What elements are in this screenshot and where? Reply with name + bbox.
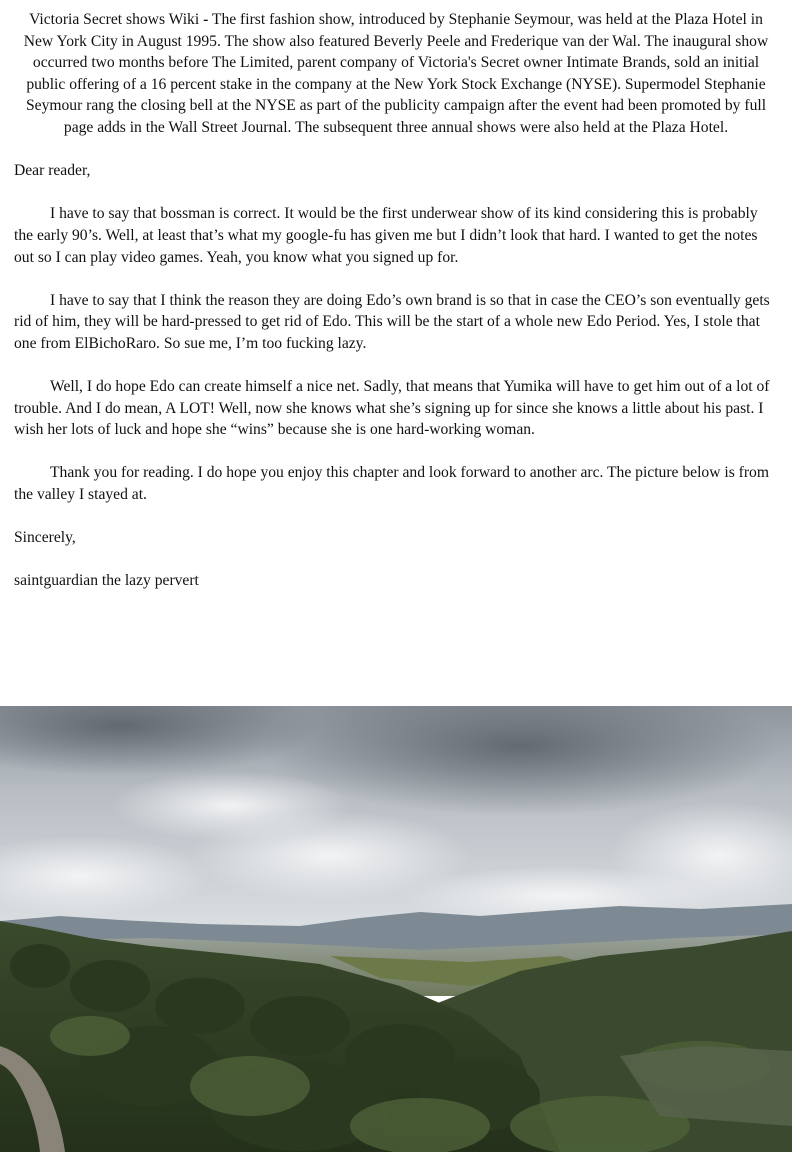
wiki-text: The first fashion show, introduced by Stephanie Seymour, was held at the Plaza Hotel in New York City in August 1995. The show also featured Beverly Peele and Frederique van der Wal. The inaugural show occurred two months before The Limited, parent company of Victoria's Secret owner Intimate Brands, sold an initial public offering of a 16 percent stake in the company at the New York Stock Exchange (NYSE). Supermodel Stephanie Seymour rang the closing bell at the NYSE as part of the publicity campaign after the event had been promoted by full page adds in the Wall Street Journal. The subsequent three annual shows were also held at the Plaza Hotel. (23, 11, 769, 136)
letter-signature: saintguardian the lazy pervert (14, 572, 199, 590)
valley-landscape-image (0, 706, 792, 1152)
letter-closing: Sincerely, (14, 529, 76, 547)
letter-paragraph: I have to say that I think the reason they are doing Edo’s own brand is so that in case the CEO’s son eventually gets rid of him, they will be hard-pressed to get rid of Edo. This will be the start of a whole new Edo Period. Yes, I stole that one from ElBichoRaro. So sue me, I’m too fucking lazy. (14, 291, 770, 352)
letter-paragraph: Thank you for reading. I do hope you enjoy this chapter and look forward to another arc. The picture below is from the valley I stayed at. (14, 464, 769, 504)
wiki-quote (14, 9, 778, 139)
letter-greeting: Dear reader, (14, 162, 91, 180)
valley-photo (0, 706, 792, 1152)
letter-paragraph: I have to say that bossman is correct. It would be the first underwear show of its kind considering this is probably the early 90’s. Well, at least that’s what my google-fu has given me but I didn’t look that hard. I wanted to get the notes out so I can play video games. Yeah, you know what you signed up for. (14, 205, 758, 266)
wiki-dash: - (203, 11, 209, 28)
cloud (110, 771, 350, 841)
wiki-source: Victoria Secret shows Wiki (29, 11, 204, 28)
letter-paragraph: Well, I do hope Edo can create himself a nice net. Sadly, that means that Yumika will have to get him out of a lot of trouble. And I do mean, A LOT! Well, now she knows what she’s signing up for since she knows a little about his past. I wish her lots of luck and hope she “wins” because she is one hard-working woman. (14, 378, 770, 439)
